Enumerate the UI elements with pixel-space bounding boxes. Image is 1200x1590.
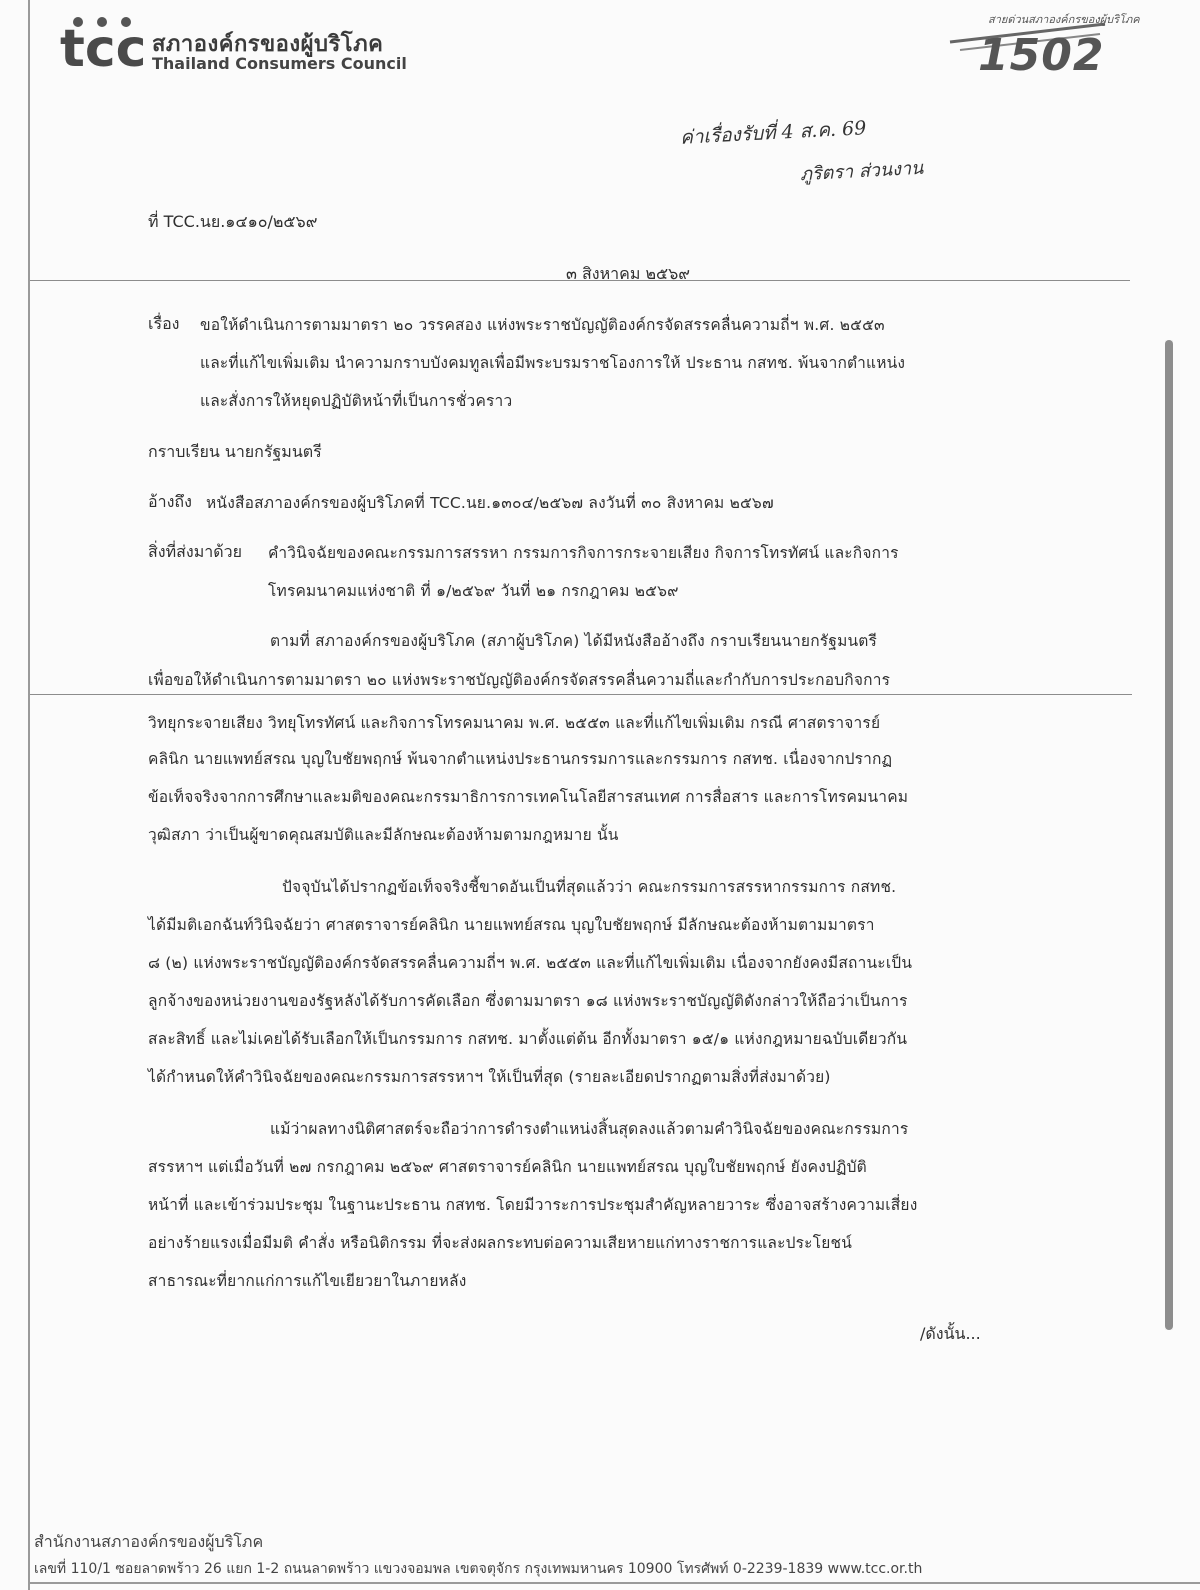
handwritten-note-line1: ค่าเรื่องรับที่ 4 ส.ค. 69 [679,117,867,149]
paragraph1-line: วิทยุกระจายเสียง วิทยุโทรทัศน์ และกิจการโทรคมนาคม พ.ศ. ๒๕๕๓ และที่แก้ไขเพิ่มเติม กรณี ศาสตราจารย์ [148,714,881,732]
paragraph1-line: วุฒิสภา ว่าเป็นผู้ขาดคุณสมบัติและมีลักษณะต้องห้ามตามกฎหมาย นั้น [148,826,619,844]
page-edge-left [28,0,30,1590]
paragraph3-line: สาธารณะที่ยากแก่การแก้ไขเยียวยาในภายหลัง [148,1272,467,1290]
paragraph2-line: ลูกจ้างของหน่วยงานของรัฐหลังได้รับการคัดเลือก ซึ่งตามมาตรา ๑๘ แห่งพระราชบัญญัติดังกล่าวให้ถือว่าเป็นการ [148,992,908,1010]
paragraph2-line: ๘ (๒) แห่งพระราชบัญญัติองค์กรจัดสรรคลื่นความถี่ฯ พ.ศ. ๒๕๕๓ และที่แก้ไขเพิ่มเติม เนื่องจากยังคงมีสถานะเป็น [148,954,913,972]
hotline-caption: สายด่วนสภาองค์กรของผู้บริโภค [988,13,1140,26]
reference-number: ที่ TCC.นย.๑๔๑๐/๒๕๖๙ [148,212,318,231]
paragraph3-line: สรรหาฯ แต่เมื่อวันที่ ๒๗ กรกฎาคม ๒๕๖๙ ศาสตราจารย์คลินิก นายแพทย์สรณ บุญใบชัยพฤกษ์ ยังคงปฏิบัติ [148,1158,867,1176]
tcc-logo-icon [58,10,148,74]
footer-office-name: สำนักงานสภาองค์กรของผู้บริโภค [34,1532,264,1551]
reference-label: อ้างถึง [148,492,192,511]
enclosure-line: โทรคมนาคมแห่งชาติ ที่ ๑/๒๕๖๙ วันที่ ๒๑ กรกฎาคม ๒๕๖๙ [268,582,679,600]
paragraph2-line: ได้มีมติเอกฉันท์วินิจฉัยว่า ศาสตราจารย์คลินิก นายแพทย์สรณ บุญใบชัยพฤกษ์ มีลักษณะต้องห้ามตามมาตรา [148,916,875,934]
salutation: กราบเรียน นายกรัฐมนตรี [148,442,322,461]
subject-label: เรื่อง [148,314,180,333]
subject-line: และสั่งการให้หยุดปฏิบัติหน้าที่เป็นการชั่วคราว [200,392,513,410]
scan-line-middle [30,694,1132,695]
continued-marker: /ดังนั้น... [920,1324,981,1343]
scrollbar-thumb[interactable] [1165,340,1173,1330]
paragraph3-line: หน้าที่ และเข้าร่วมประชุม ในฐานะประธาน กสทช. โดยมีวาระการประชุมสำคัญหลายวาระ ซึ่งอาจสร้างความเสี่ยง [148,1196,918,1214]
paragraph3-line: แม้ว่าผลทางนิติศาสตร์จะถือว่าการดำรงตำแหน่งสิ้นสุดลงแล้วตามคำวินิจฉัยของคณะกรรมการ [270,1120,909,1138]
paragraph3-line: อย่างร้ายแรงเมื่อมีมติ คำสั่ง หรือนิติกรรม ที่จะส่งผลกระทบต่อความเสียหายแก่ทางราชการและประโยชน์ [148,1234,853,1252]
paragraph1-line: ตามที่ สภาองค์กรของผู้บริโภค (สภาผู้บริโภค) ได้มีหนังสืออ้างถึง กราบเรียนนายกรัฐมนตรี [270,632,878,650]
org-name-thai: สภาองค์กรของผู้บริโภค [152,32,384,57]
hotline-number: 1502 [978,30,1105,81]
paragraph1-line: ข้อเท็จจริงจากการศึกษาและมติของคณะกรรมาธิการการเทคโนโลยีสารสนเทศ การสื่อสาร และการโทรคมนาคม [148,788,909,806]
letter-date: ๓ สิงหาคม ๒๕๖๙ [566,264,690,283]
page-edge-bottom [28,1582,1200,1584]
enclosure-line: คำวินิจฉัยของคณะกรรมการสรรหา กรรมการกิจการกระจายเสียง กิจการโทรทัศน์ และกิจการ [268,544,899,562]
footer-address: เลขที่ 110/1 ซอยลาดพร้าว 26 แยก 1-2 ถนนลาดพร้าว แขวงจอมพล เขตจตุจักร กรุงเทพมหานคร 10900 โทรศัพท์ 0-2239-1839 www.tcc.or.th [34,1561,923,1577]
paragraph2-line: สละสิทธิ์ และไม่เคยได้รับเลือกให้เป็นกรรมการ กสทช. มาตั้งแต่ต้น อีกทั้งมาตรา ๑๕/๑ แห่งกฎหมายฉบับเดียวกัน [148,1030,908,1048]
paragraph2-line: ได้กำหนดให้คำวินิจฉัยของคณะกรรมการสรรหาฯ ให้เป็นที่สุด (รายละเอียดปรากฏตามสิ่งที่ส่งมาด้วย) [148,1068,831,1086]
subject-line: และที่แก้ไขเพิ่มเติม นำความกราบบังคมทูลเพื่อมีพระบรมราชโองการให้ ประธาน กสทช. พ้นจากตำแหน่ง [200,354,906,372]
paragraph1-line: เพื่อขอให้ดำเนินการตามมาตรา ๒๐ แห่งพระราชบัญญัติองค์กรจัดสรรคลื่นความถี่และกำกับการประกอบกิจการ [148,671,891,689]
subject-line: ขอให้ดำเนินการตามมาตรา ๒๐ วรรคสอง แห่งพระราชบัญญัติองค์กรจัดสรรคลื่นความถี่ฯ พ.ศ. ๒๕๕๓ [200,316,885,334]
logo-text: tcc [60,19,147,74]
paragraph2-line: ปัจจุบันได้ปรากฏข้อเท็จจริงชี้ขาดอันเป็นที่สุดแล้วว่า คณะกรรมการสรรหากรรมการ กสทช. [282,878,897,896]
org-name-english: Thailand Consumers Council [152,54,407,73]
paragraph1-line: คลินิก นายแพทย์สรณ บุญใบชัยพฤกษ์ พ้นจากตำแหน่งประธานกรรมการและกรรมการ กสทช. เนื่องจากปรากฏ [148,750,893,768]
handwritten-note-line2: ภูริตรา ส่วนงาน [799,157,924,186]
reference-text: หนังสือสภาองค์กรของผู้บริโภคที่ TCC.นย.๑๓๐๔/๒๕๖๗ ลงวันที่ ๓๐ สิงหาคม ๒๕๖๗ [206,494,774,512]
enclosure-label: สิ่งที่ส่งมาด้วย [148,542,242,561]
